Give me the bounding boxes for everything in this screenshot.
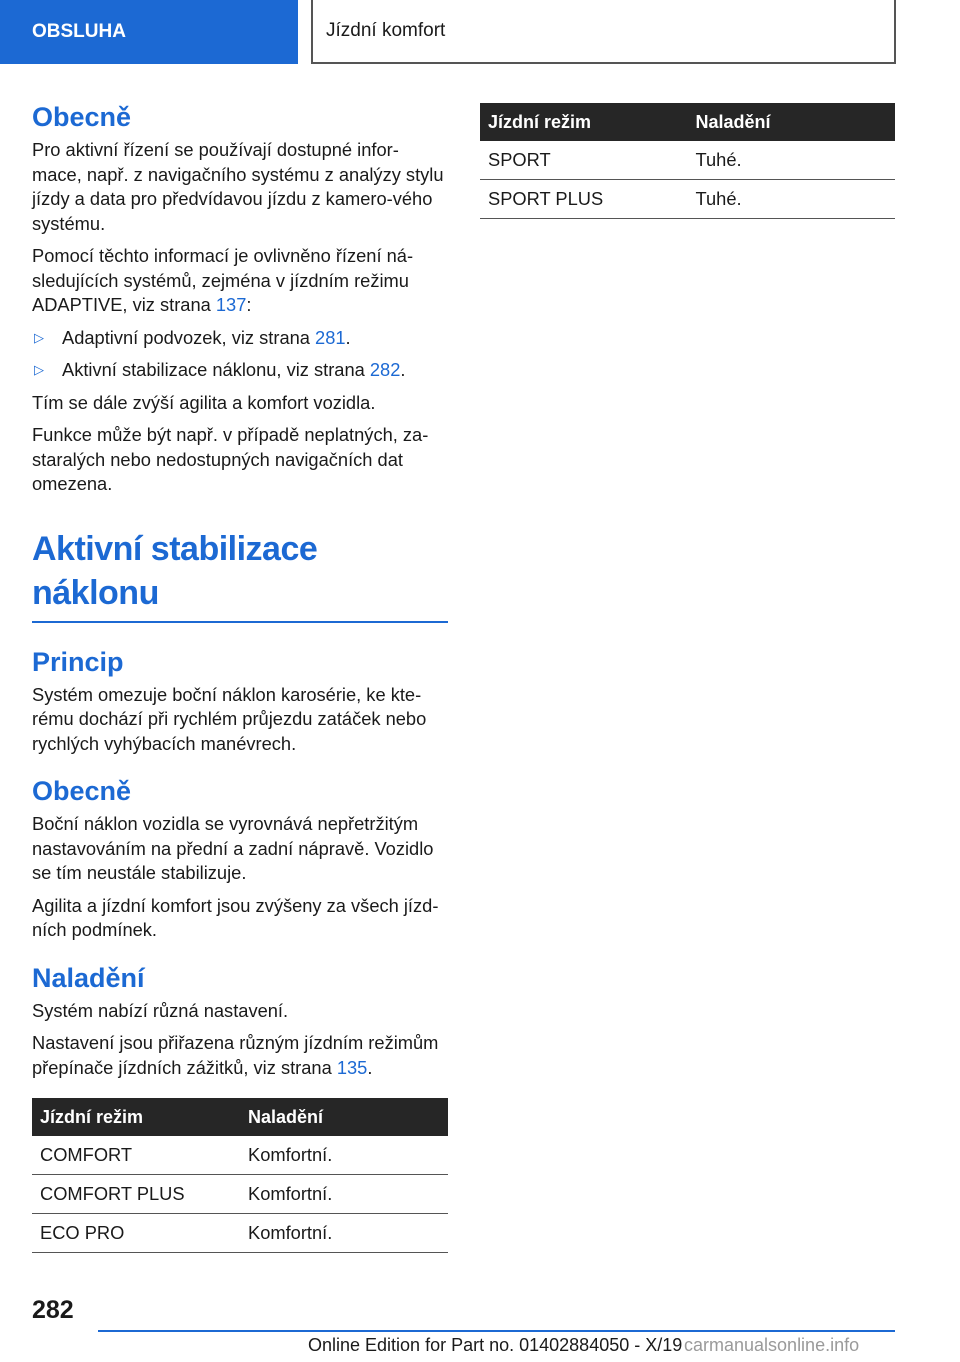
intro-heading: Obecně <box>32 102 132 132</box>
column-header-tuning: Naladění <box>240 1098 448 1136</box>
right-column <box>480 103 895 219</box>
page-link-137[interactable]: 137 <box>215 294 247 315</box>
list-item-end: . <box>400 359 406 380</box>
general-paragraph-1: Boční náklon vozidla se vyrovnává nepřetržitým nastavováním na přední a zadní nápravě. Vozidlo se tím neustále stabilizuje. <box>32 813 434 883</box>
page-number: 282 <box>32 1296 74 1324</box>
header-section-tab <box>0 0 298 64</box>
table-cell: Komfortní. <box>240 1175 448 1214</box>
sport-modes-table <box>480 103 895 219</box>
footer-watermark: carmanualsonline.info <box>684 1335 860 1355</box>
intro-paragraph-2 <box>32 244 448 318</box>
column-header-mode: Jízdní režim <box>480 103 688 141</box>
column-header-mode: Jízdní režim <box>32 1098 240 1136</box>
list-item-label: Aktivní stabilizace náklonu, viz strana <box>62 359 370 380</box>
table-row <box>32 1175 448 1214</box>
header-chapter-label: Jízdní komfort <box>326 20 446 41</box>
left-column <box>32 100 448 1253</box>
table-row <box>32 1136 448 1175</box>
table-row <box>480 180 895 219</box>
triangle-bullet-icon: ▷ <box>34 362 44 377</box>
triangle-bullet-icon: ▷ <box>34 329 44 345</box>
table-cell: Tuhé. <box>688 180 896 219</box>
list-item-text <box>62 326 351 351</box>
table-cell: Komfortní. <box>240 1136 448 1175</box>
principle-text: Systém omezuje boční náklon karosérie, ke kte-rému dochází při rychlém průjezdu zatáček nebo rychlých vyhýbacích manévrech. <box>32 683 427 754</box>
list-item-end: . <box>345 326 351 348</box>
table-cell: SPORT PLUS <box>480 180 688 219</box>
general-paragraph-2: Agilita a jízdní komfort jsou zvýšeny za všech jízd-ních podmínek. <box>32 894 439 940</box>
section-title: Aktivní stabilizace náklonu <box>32 527 448 623</box>
intro-paragraph-4: Funkce může být např. v případě neplatných, za-staralých nebo nedostupných navigačních dat omezena. <box>32 424 429 494</box>
general-heading: Obecně <box>32 776 132 806</box>
tuning-paragraph-2-end: . <box>367 1056 373 1078</box>
page-link-282[interactable]: 282 <box>369 359 401 380</box>
table-header-row <box>32 1098 448 1136</box>
intro-paragraph-3: Tím se dále zvýší agilita a komfort vozidla. <box>32 391 376 413</box>
table-header-row <box>480 103 895 141</box>
table-row <box>480 141 895 180</box>
table-cell: Komfortní. <box>240 1214 448 1253</box>
table-cell: COMFORT PLUS <box>32 1175 240 1214</box>
list-item <box>32 326 448 351</box>
table-cell: ECO PRO <box>32 1214 240 1253</box>
table-row <box>32 1214 448 1253</box>
intro-paragraph-2-end: : <box>246 294 252 315</box>
page-link-281[interactable]: 281 <box>315 326 346 348</box>
table-cell: Tuhé. <box>688 141 896 180</box>
tuning-heading: Naladění <box>32 962 145 993</box>
list-item <box>32 358 448 383</box>
list-item-label: Adaptivní podvozek, viz strana <box>62 326 316 348</box>
intro-paragraph-2-text: Pomocí těchto informací je ovlivněno řízení ná-sledujících systémů, zejména v jízdním režimu ADAPTIVE, viz strana <box>32 245 414 315</box>
header-chapter-box <box>311 0 896 64</box>
list-item-text <box>62 358 406 383</box>
table-cell: SPORT <box>480 141 688 180</box>
tuning-paragraph-2 <box>32 1031 448 1080</box>
header-section-label: OBSLUHA <box>32 21 126 42</box>
column-header-tuning: Naladění <box>688 103 896 141</box>
tuning-paragraph-2-text: Nastavení jsou přiřazena různým jízdním režimům přepínače jízdních zážitků, viz strana <box>32 1032 439 1078</box>
table-cell: COMFORT <box>32 1136 240 1175</box>
footer-divider <box>98 1330 895 1332</box>
intro-paragraph-1: Pro aktivní řízení se používají dostupné infor-mace, např. z navigačního systému z analýzy stylu jízdy a data pro předvídavou jízdu z kamero-vého systému. <box>32 139 444 234</box>
footer-edition: Online Edition for Part no. 01402884050 - X/19 <box>308 1335 683 1355</box>
principle-heading: Princip <box>32 646 124 677</box>
tuning-paragraph-1: Systém nabízí různá nastavení. <box>32 999 289 1021</box>
comfort-modes-table <box>32 1098 448 1253</box>
page-link-135[interactable]: 135 <box>336 1056 368 1078</box>
